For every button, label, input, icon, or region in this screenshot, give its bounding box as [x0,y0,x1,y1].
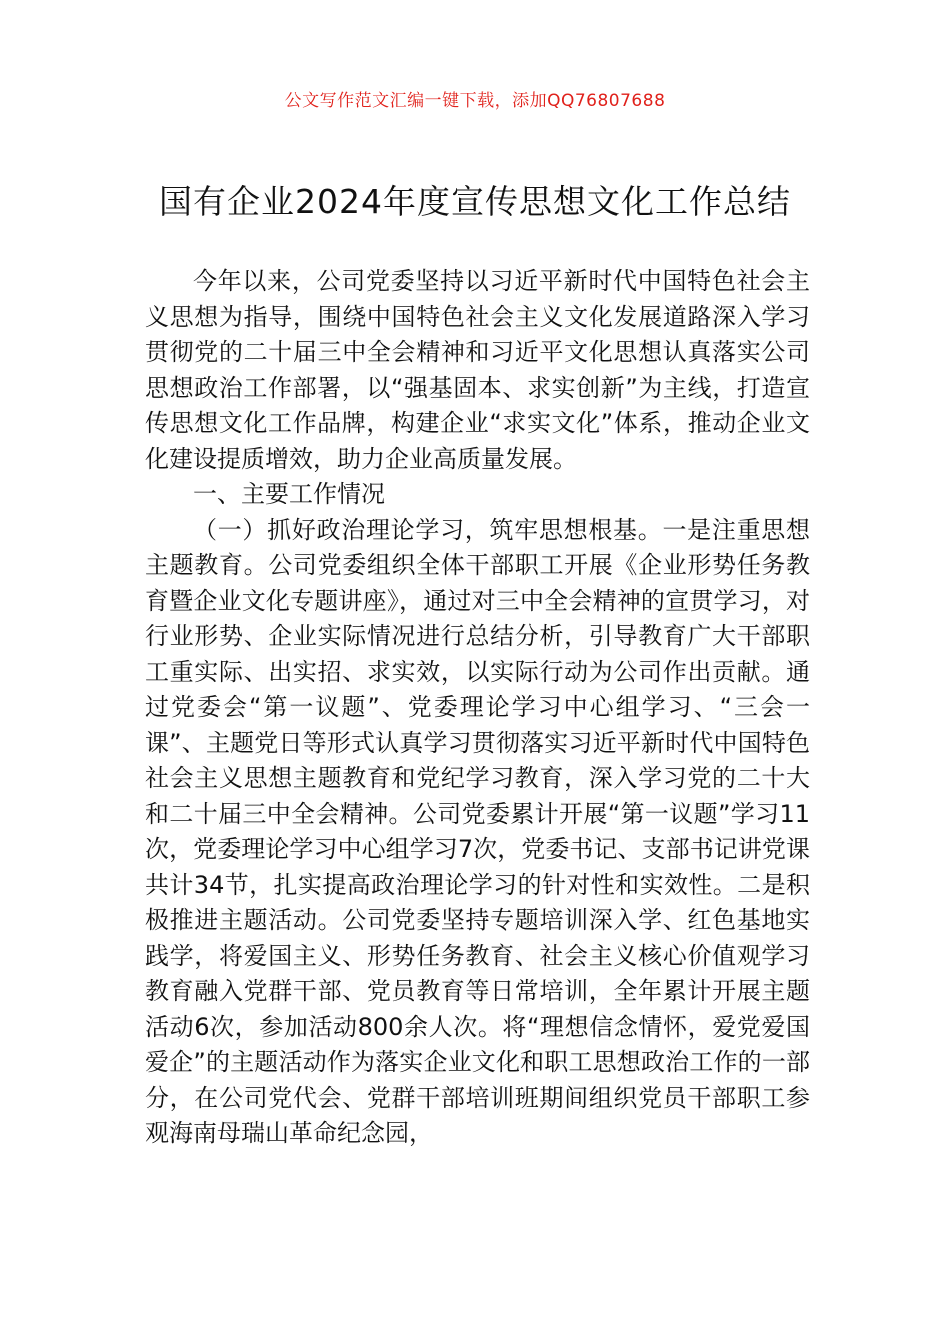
document-body [145,264,810,1152]
document-title: 国有企业2024年度宣传思想文化工作总结 [159,182,791,221]
section-paragraph: （一）抓好政治理论学习，筑牢思想根基。一是注重思想主题教育。公司党委组织全体干部职工开展《企业形势任务教育暨企业文化专题讲座》，通过对三中全会精神的宣贯学习，对行业形势、企业实际情况进行总结分析，引导教育广大干部职工重实际、出实招、求实效，以实际行动为公司作出贡献。通过党委会“第一议题”、党委理论学习中心组学习、“三会一课”、主题党日等形式认真学习贯彻落实习近平新时代中国特色社会主义思想主题教育和党纪学习教育，深入学习党的二十大和二十届三中全会精神。公司党委累计开展“第一议题”学习11次，党委理论学习中心组学习7次，党委书记、支部书记讲党课共计34节，扎实提高政治理论学习的针对性和实效性。二是积极推进主题活动。公司党委坚持专题培训深入学、红色基地实践学，将爱国主义、形势任务教育、社会主义核心价值观学习教育融入党群干部、党员教育等日常培训，全年累计开展主题活动6次，参加活动800余人次。将“理想信念情怀，爱党爱国爱企”的主题活动作为落实企业文化和职工思想政治工作的一部分，在公司党代会、党群干部培训班期间组织党员干部职工参观海南母瑞山革命纪念园， [145,515,810,1147]
intro-paragraph: 今年以来，公司党委坚持以习近平新时代中国特色社会主义思想为指导，围绕中国特色社会主义文化发展道路深入学习贯彻党的二十届三中全会精神和习近平文化思想认真落实公司思想政治工作部署，以“强基固本、求实创新”为主线，打造宣传思想文化工作品牌，构建企业“求实文化”体系，推动企业文化建设提质增效，助力企业高质量发展。 [145,267,810,473]
section-heading: 一、主要工作情况 [193,480,385,508]
download-notice: 公文写作范文汇编一键下载，添加QQ76807688 [284,91,666,111]
